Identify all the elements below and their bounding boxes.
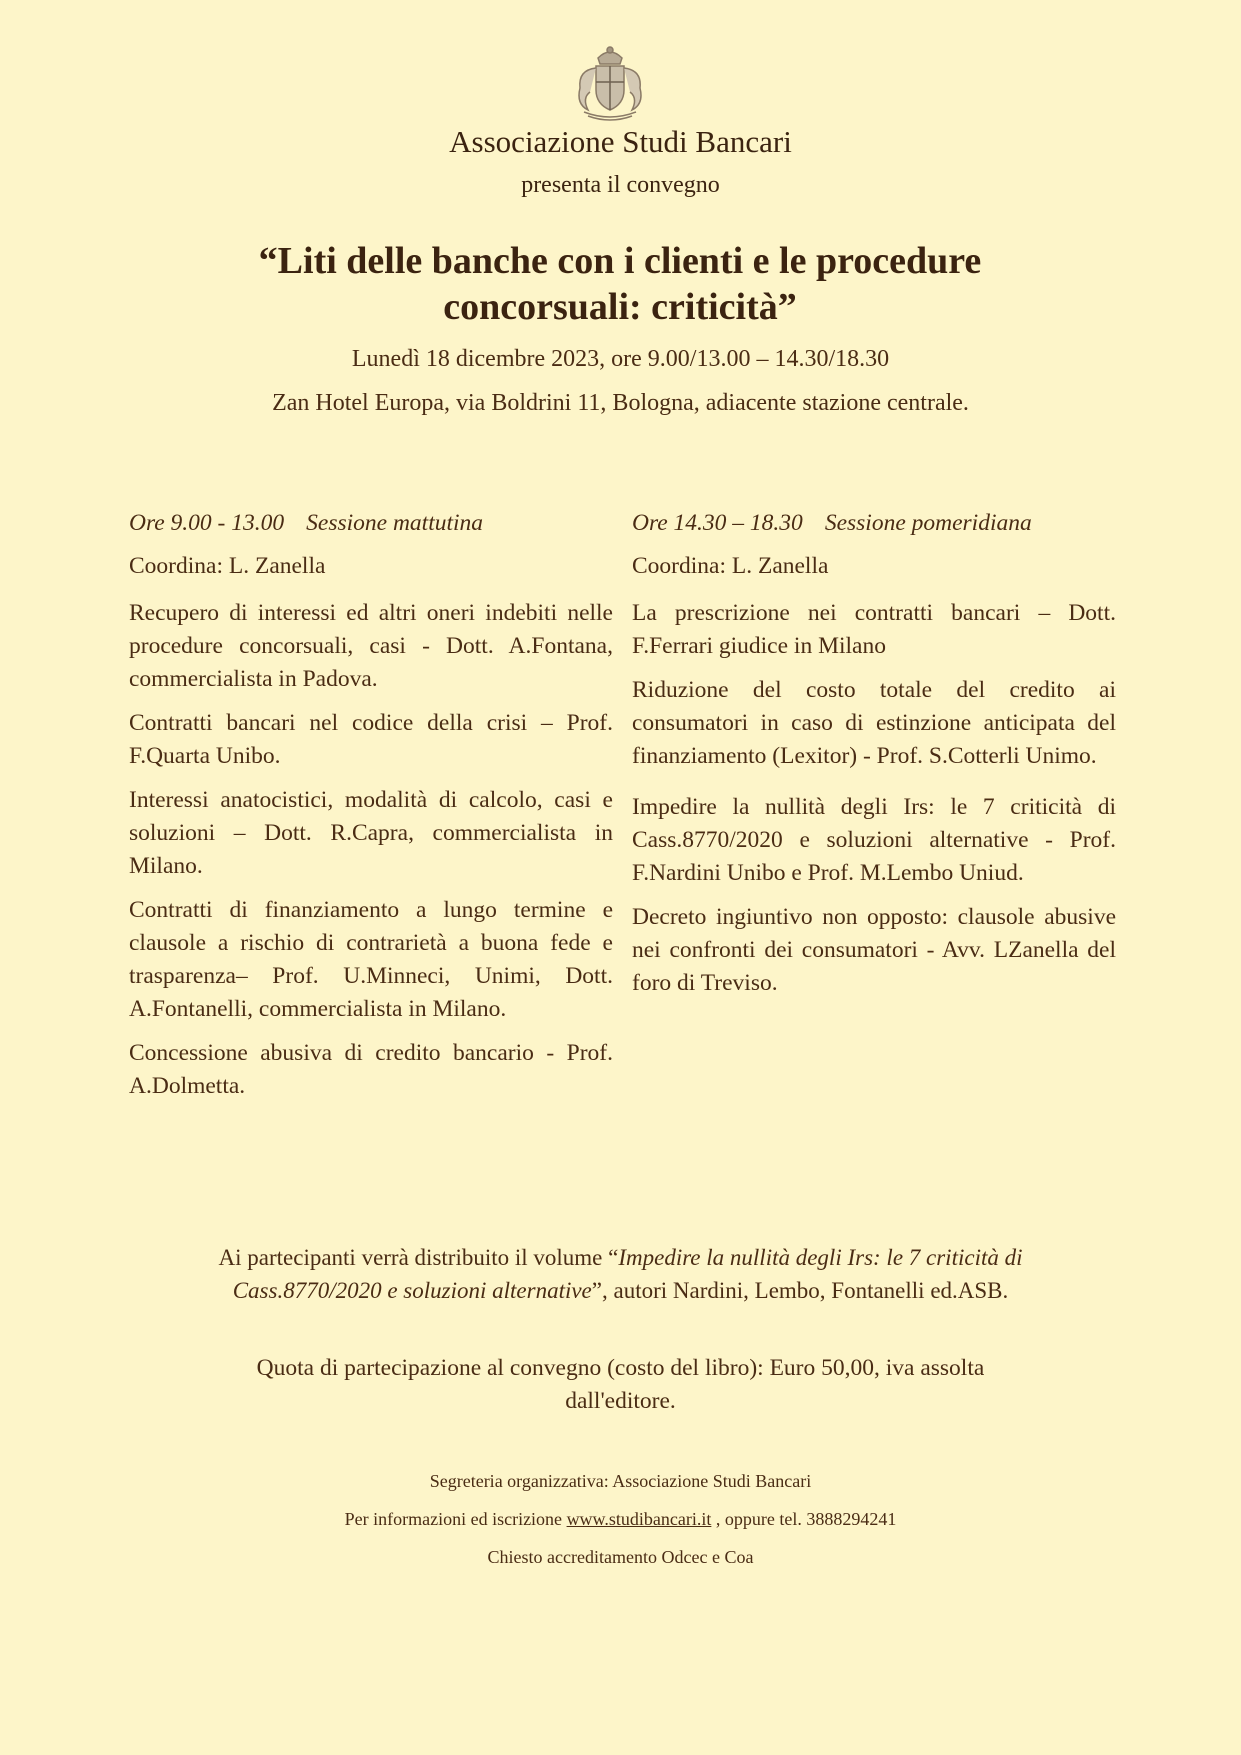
title-line-2: concorsuali: criticità”	[443, 286, 797, 328]
afternoon-talk-4: Decreto ingiuntivo non opposto: clausole abusive nei confronti dei consumatori - Avv. LZanella del foro di Treviso.	[632, 904, 1116, 996]
book-title-part-1: Impedire la nullità degli Irs: le 7 criticità di	[618, 1245, 1023, 1270]
title-line-1: “Liti delle banche con i clienti e le procedure	[258, 240, 982, 282]
morning-session-label: Sessione mattutina	[306, 510, 484, 536]
afternoon-session	[632, 507, 1116, 1011]
afternoon-coordinator: Coordina: L. Zanella	[632, 553, 829, 579]
book-suffix: ”, autori Nardini, Lembo, Fontanelli ed.ASB.	[591, 1278, 1009, 1303]
morning-session	[129, 507, 613, 1114]
participation-fee	[170, 1352, 1071, 1418]
morning-talk-2: Contratti bancari nel codice della crisi – Prof. F.Quarta Unibo.	[129, 710, 613, 769]
event-date: Lunedì 18 dicembre 2023, ore 9.00/13.00 – 14.30/18.30	[351, 346, 890, 372]
book-prefix: Ai partecipanti verrà distribuito il volume “	[218, 1245, 619, 1270]
morning-session-header	[129, 507, 613, 540]
morning-session-time: Ore 9.00 - 13.00	[129, 510, 285, 536]
conference-title	[180, 238, 1060, 330]
morning-talk-4: Contratti di finanziamento a lungo termine e clausole a rischio di contrarietà a buona fede e trasparenza– Prof. U.Minneci, Unimi, Dott. A.Fontanelli, commercialista in Milano.	[129, 897, 613, 1022]
info-prefix: Per informazioni ed iscrizione	[344, 1509, 567, 1529]
coat-of-arms-icon	[570, 44, 650, 122]
fee-line-2: dall'editore.	[565, 1388, 676, 1414]
event-venue: Zan Hotel Europa, via Boldrini 11, Bologna, adiacente stazione centrale.	[272, 390, 969, 416]
accreditation-line: Chiesto accreditamento Odcec e Coa	[487, 1547, 754, 1567]
website-link[interactable]: www.studibancari.it	[566, 1509, 712, 1529]
afternoon-session-header	[632, 507, 1116, 540]
morning-talk-5: Concessione abusiva di credito bancario - Prof. A.Dolmetta.	[129, 1040, 613, 1099]
book-title-part-2: Cass.8770/2020 e soluzioni alternative	[232, 1278, 592, 1303]
secretariat-line: Segreteria organizzativa: Associazione Studi Bancari	[429, 1471, 812, 1491]
book-notice	[150, 1241, 1091, 1307]
presents-line: presenta il convegno	[521, 172, 720, 198]
afternoon-session-label: Sessione pomeridiana	[824, 510, 1032, 536]
morning-talk-3: Interessi anatocistici, modalità di calcolo, casi e soluzioni – Dott. R.Capra, commercialista in Milano.	[129, 787, 613, 879]
info-suffix: , oppure tel. 3888294241	[711, 1509, 897, 1529]
morning-talk-1: Recupero di interessi ed altri oneri indebiti nelle procedure concorsuali, casi - Dott. A.Fontana, commercialista in Padova.	[129, 600, 613, 692]
afternoon-talk-2: Riduzione del costo totale del credito ai consumatori in caso di estinzione anticipata del finanziamento (Lexitor) - Prof. S.Cotterli Unimo.	[632, 677, 1116, 769]
fee-line-1: Quota di partecipazione al convegno (costo del libro): Euro 50,00, iva assolta	[256, 1355, 985, 1381]
organization-name: Associazione Studi Bancari	[449, 124, 792, 159]
info-line	[0, 1509, 1241, 1530]
afternoon-talk-1: La prescrizione nei contratti bancari – Dott. F.Ferrari giudice in Milano	[632, 600, 1116, 659]
morning-coordinator: Coordina: L. Zanella	[129, 553, 326, 579]
afternoon-talk-3: Impedire la nullità degli Irs: le 7 criticità di Cass.8770/2020 e soluzioni alternative - Prof. F.Nardini Unibo e Prof. M.Lembo Uniud.	[632, 794, 1116, 886]
afternoon-session-time: Ore 14.30 – 18.30	[632, 510, 803, 536]
